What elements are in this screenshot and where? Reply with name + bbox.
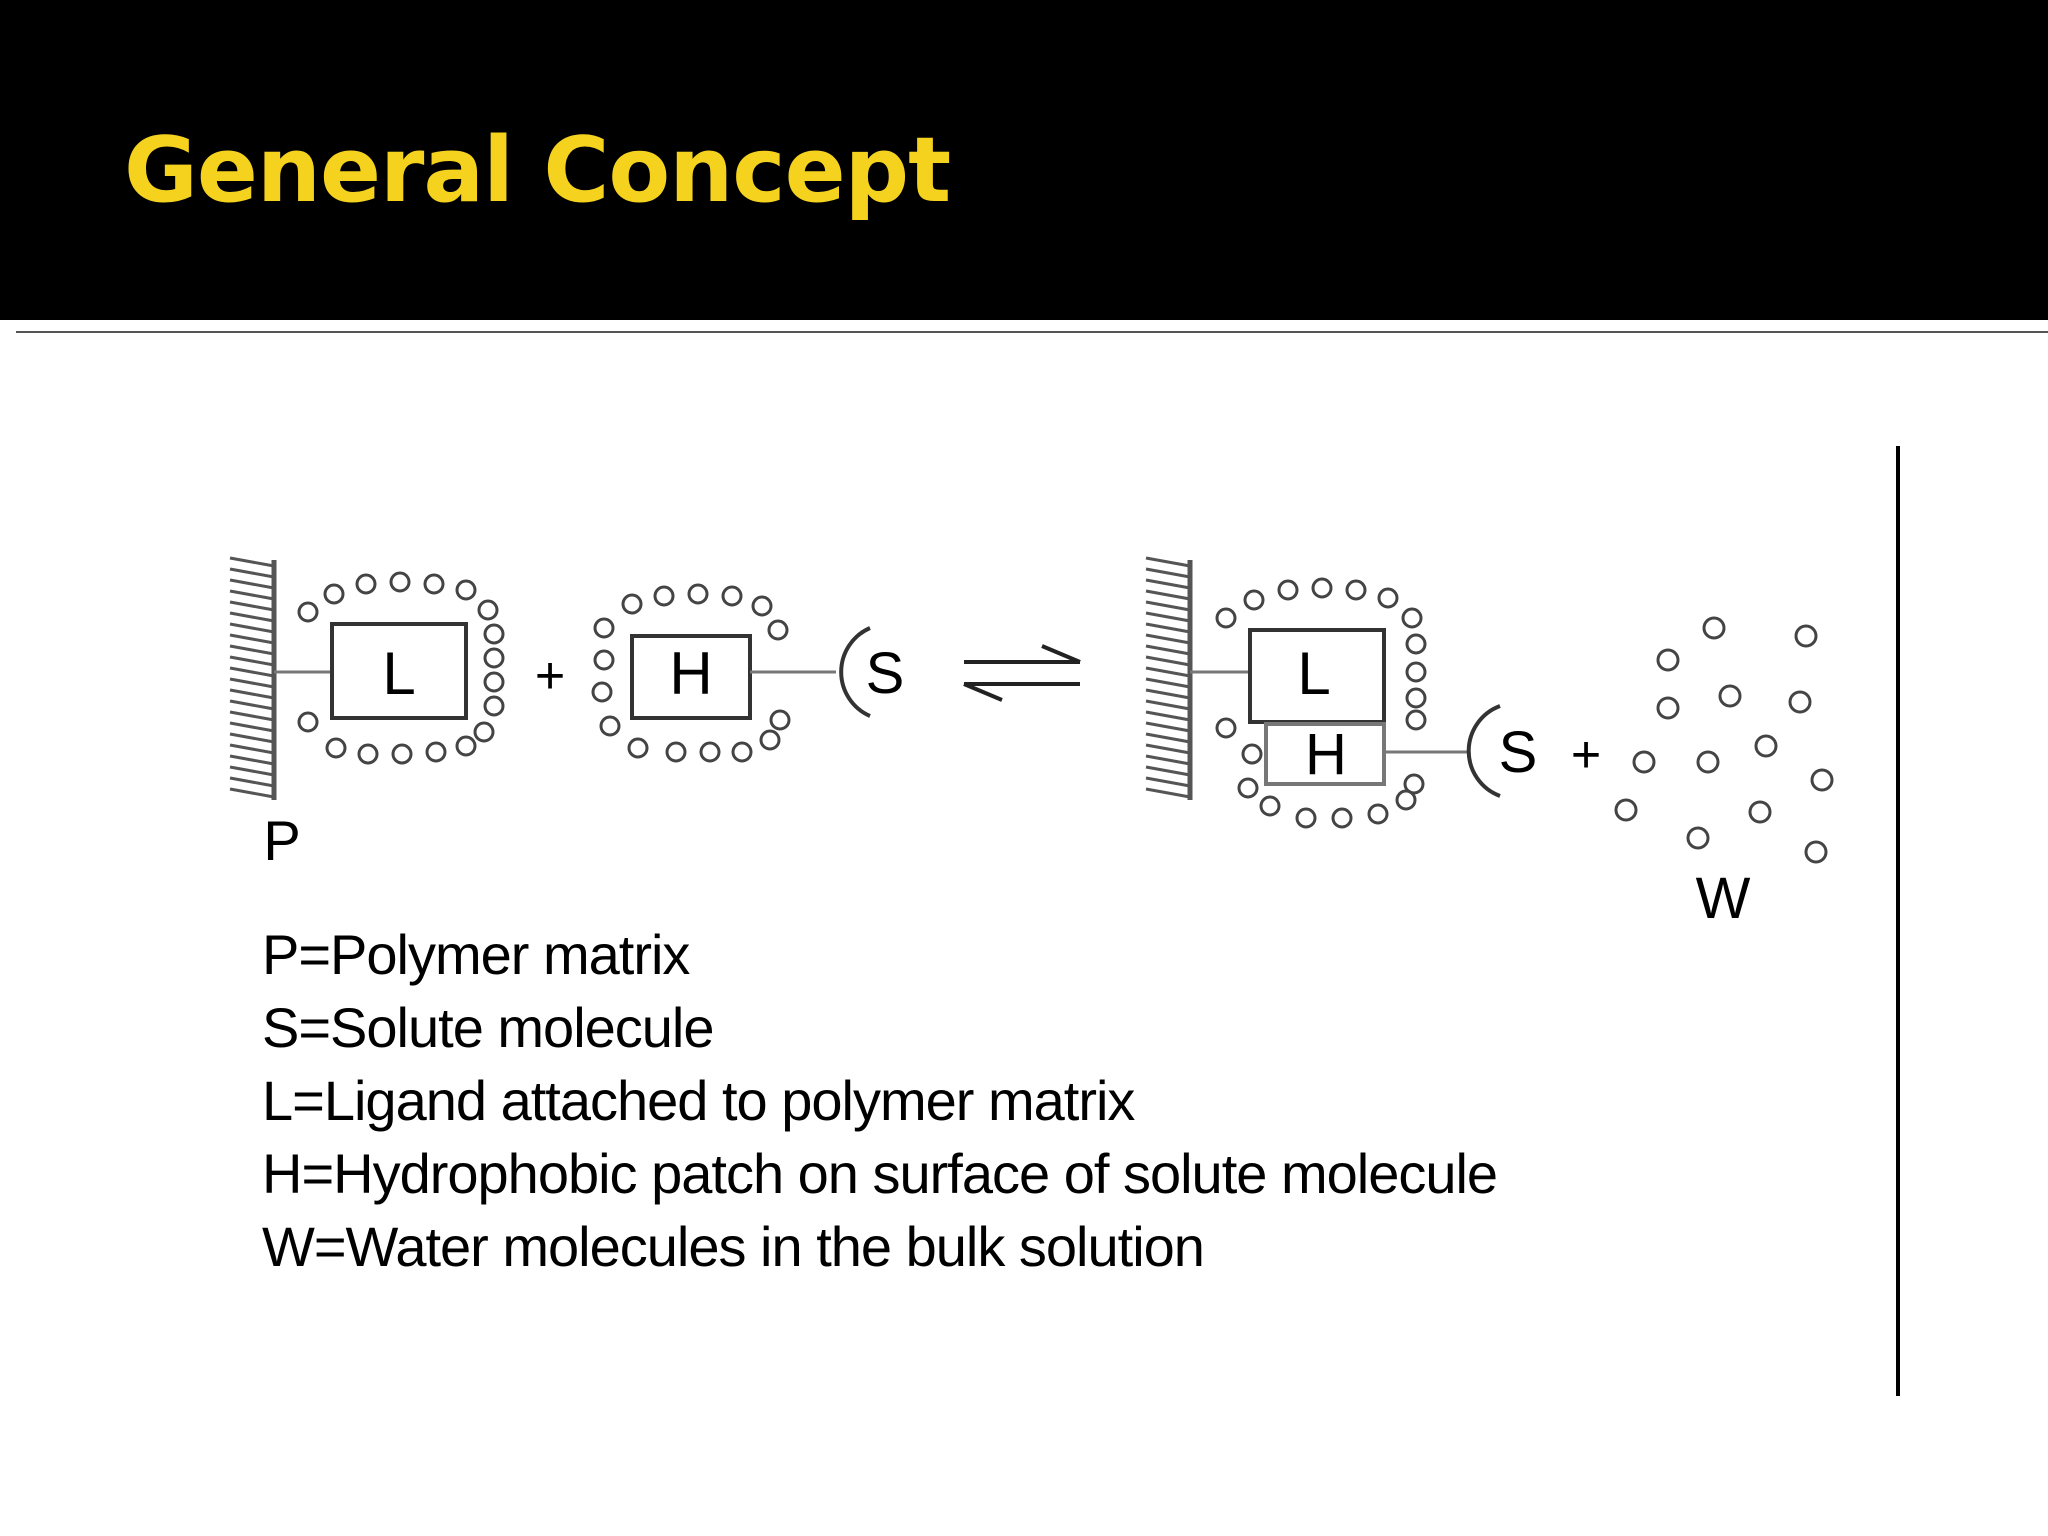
right-solute-label: S — [1498, 720, 1538, 785]
right-polymer-matrix — [1146, 558, 1190, 800]
reversible-arrows-icon — [964, 646, 1080, 700]
right-solute-curve — [1469, 706, 1500, 796]
legend-item-w: W=Water molecules in the bulk solution — [262, 1215, 1204, 1278]
legend — [262, 918, 1497, 1283]
water-label: W — [1695, 866, 1751, 931]
free-water-molecules — [1616, 618, 1832, 862]
legend-item-l: L=Ligand attached to polymer matrix — [262, 1069, 1135, 1132]
plus-sign-2: + — [1570, 726, 1602, 784]
left-solute-label: S — [865, 641, 905, 706]
legend-item-s: S=Solute molecule — [262, 996, 714, 1059]
left-polymer-matrix — [230, 558, 274, 800]
slide-title: General Concept — [124, 118, 951, 223]
left-ligand-label: L — [382, 640, 416, 707]
matrix-label: P — [263, 809, 301, 872]
plus-sign-1: + — [534, 647, 566, 705]
right-ligand-label: L — [1297, 640, 1331, 707]
left-patch-label: H — [669, 640, 713, 707]
legend-item-p: P=Polymer matrix — [262, 923, 690, 986]
legend-item-h: H=Hydrophobic patch on surface of solute molecule — [262, 1142, 1498, 1205]
right-patch-label: H — [1305, 722, 1347, 787]
